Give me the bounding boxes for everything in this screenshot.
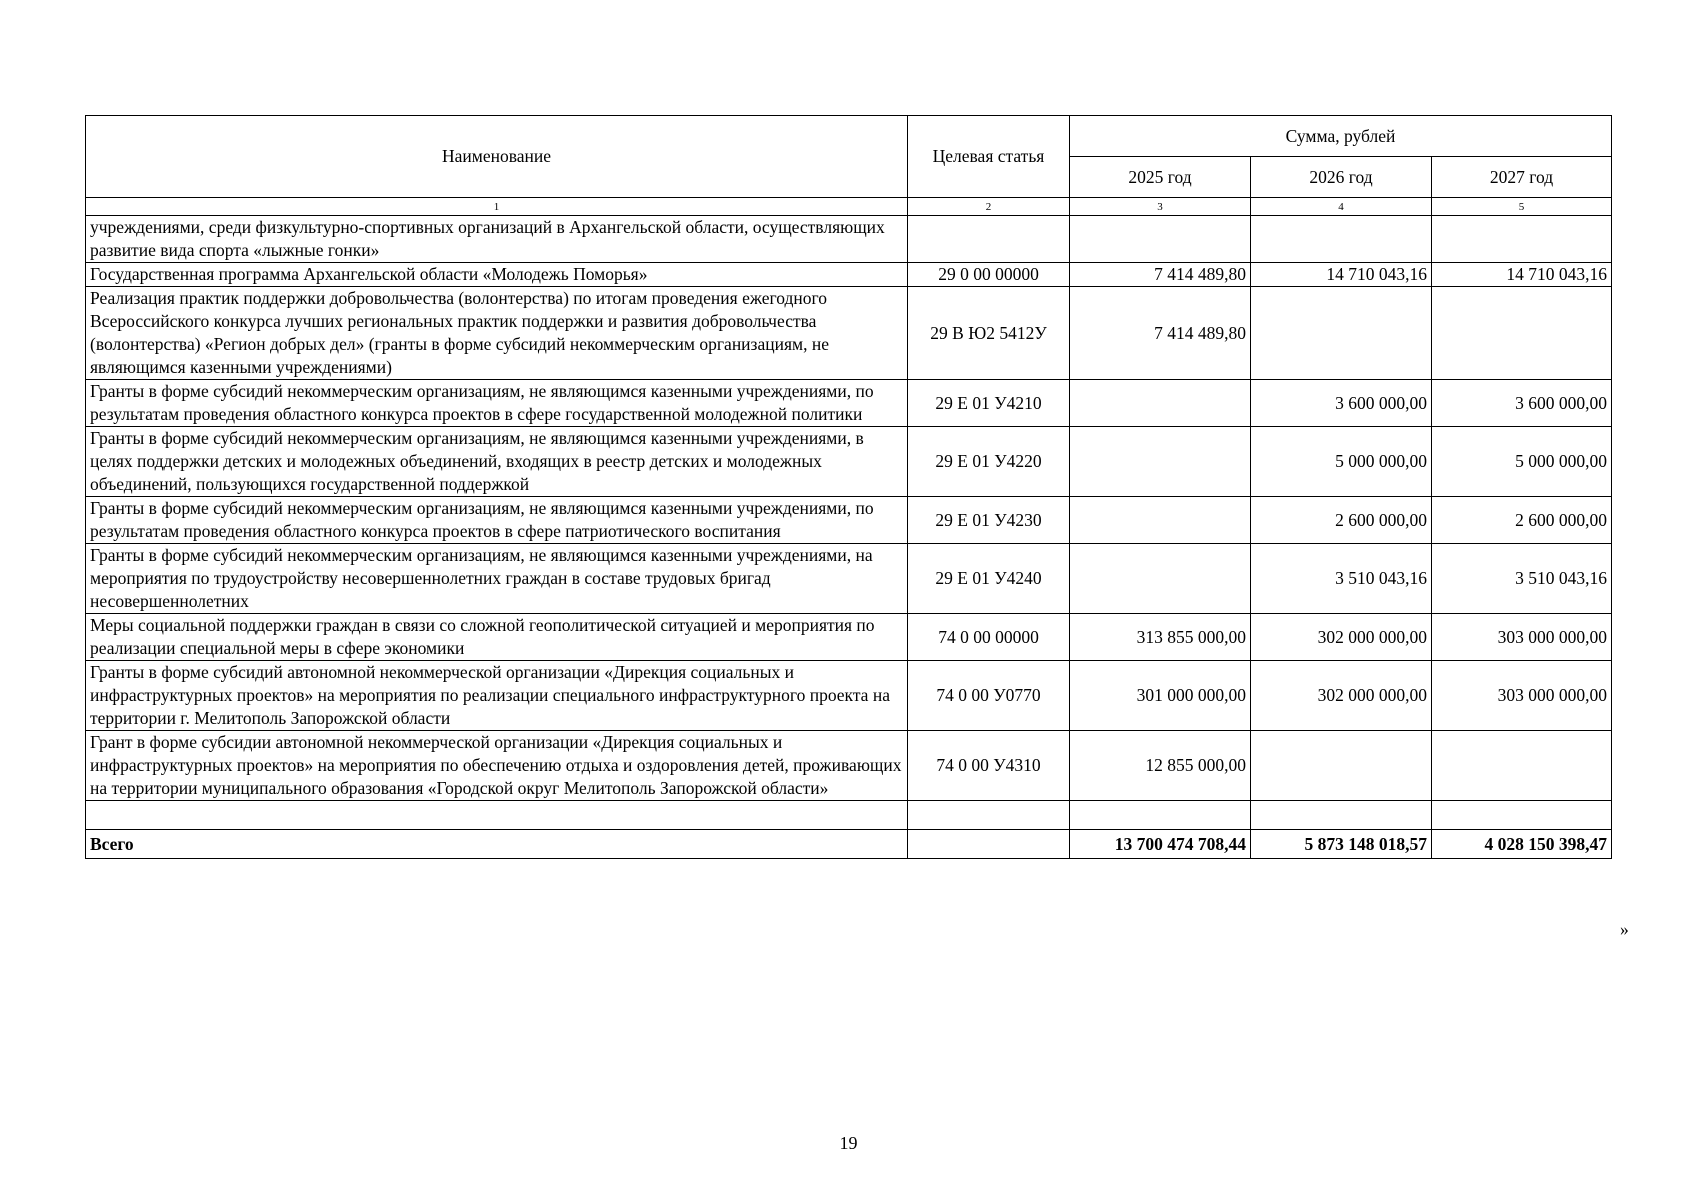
header-target-article: Целевая статья bbox=[908, 116, 1070, 198]
table-row bbox=[86, 287, 1612, 380]
row-amount-2026: 3 600 000,00 bbox=[1251, 380, 1432, 427]
header-year-2025: 2025 год bbox=[1070, 157, 1251, 198]
row-code: 74 0 00 00000 bbox=[908, 614, 1070, 661]
table-row bbox=[86, 427, 1612, 497]
column-number: 3 bbox=[1070, 198, 1251, 216]
row-name: Гранты в форме субсидий некоммерческим организациям, не являющимся казенными учреждениями, по результатам проведения областного конкурса проектов в сфере государственной молодежной политики bbox=[86, 380, 908, 427]
row-name: Реализация практик поддержки добровольчества (волонтерства) по итогам проведения ежегодного Всероссийского конкурса лучших региональных практик поддержки и развития добровольчества (волонтерства) «Регион добрых дел» (гранты в форме субсидий некоммерческим организациям, не являющимся казенными учреждениями) bbox=[86, 287, 908, 380]
total-label: Всего bbox=[86, 830, 908, 859]
row-name: Государственная программа Архангельской области «Молодежь Поморья» bbox=[86, 263, 908, 287]
row-amount-2027 bbox=[1432, 216, 1612, 263]
row-amount-2026 bbox=[1251, 801, 1432, 830]
total-amount-2027: 4 028 150 398,47 bbox=[1432, 830, 1612, 859]
row-name: Гранты в форме субсидий некоммерческим организациям, не являющимся казенными учреждениями, на мероприятия по трудоустройству несовершеннолетних граждан в составе трудовых бригад несовершеннолетних bbox=[86, 544, 908, 614]
table-row bbox=[86, 661, 1612, 731]
row-code: 74 0 00 У4310 bbox=[908, 731, 1070, 801]
page-number: 19 bbox=[839, 1133, 858, 1153]
header-name: Наименование bbox=[86, 116, 908, 198]
row-amount-2027: 14 710 043,16 bbox=[1432, 263, 1612, 287]
table-row bbox=[86, 497, 1612, 544]
header-year-2027: 2027 год bbox=[1432, 157, 1612, 198]
row-name: Гранты в форме субсидий автономной некоммерческой организации «Дирекция социальных и инфраструктурных проектов» на мероприятия по реализации специального инфраструктурного проекта на территории г. Мелитополь Запорожской области bbox=[86, 661, 908, 731]
closing-quote-mark: » bbox=[1620, 919, 1629, 939]
total-code bbox=[908, 830, 1070, 859]
row-amount-2025: 313 855 000,00 bbox=[1070, 614, 1251, 661]
row-amount-2027 bbox=[1432, 801, 1612, 830]
table-row-empty bbox=[86, 801, 1612, 830]
row-amount-2025 bbox=[1070, 216, 1251, 263]
table-row bbox=[86, 263, 1612, 287]
row-code: 29 Е 01 У4240 bbox=[908, 544, 1070, 614]
row-amount-2026 bbox=[1251, 287, 1432, 380]
row-name: Гранты в форме субсидий некоммерческим организациям, не являющимся казенными учреждениями, в целях поддержки детских и молодежных объединений, входящих в реестр детских и молодежных объединений, пользующихся государственной поддержкой bbox=[86, 427, 908, 497]
column-number: 1 bbox=[86, 198, 908, 216]
row-amount-2025 bbox=[1070, 497, 1251, 544]
table-header bbox=[86, 116, 1612, 216]
row-code: 29 0 00 00000 bbox=[908, 263, 1070, 287]
row-code: 29 Е 01 У4220 bbox=[908, 427, 1070, 497]
row-amount-2026 bbox=[1251, 731, 1432, 801]
row-amount-2027: 2 600 000,00 bbox=[1432, 497, 1612, 544]
row-amount-2026: 5 000 000,00 bbox=[1251, 427, 1432, 497]
total-row bbox=[86, 830, 1612, 859]
row-code: 29 Е 01 У4230 bbox=[908, 497, 1070, 544]
table-row bbox=[86, 731, 1612, 801]
row-name: Грант в форме субсидии автономной некоммерческой организации «Дирекция социальных и инфраструктурных проектов» на мероприятия по обеспечению отдыха и оздоровления детей, проживающих на территории муниципального образования «Городской округ Мелитополь Запорожской области» bbox=[86, 731, 908, 801]
row-code: 29 В Ю2 5412У bbox=[908, 287, 1070, 380]
row-amount-2027 bbox=[1432, 287, 1612, 380]
row-amount-2027 bbox=[1432, 731, 1612, 801]
row-amount-2025: 7 414 489,80 bbox=[1070, 263, 1251, 287]
row-amount-2025: 301 000 000,00 bbox=[1070, 661, 1251, 731]
column-number: 2 bbox=[908, 198, 1070, 216]
row-amount-2026: 14 710 043,16 bbox=[1251, 263, 1432, 287]
row-amount-2027: 3 510 043,16 bbox=[1432, 544, 1612, 614]
row-name: Гранты в форме субсидий некоммерческим организациям, не являющимся казенными учреждениями, по результатам проведения областного конкурса проектов в сфере патриотического воспитания bbox=[86, 497, 908, 544]
row-code bbox=[908, 801, 1070, 830]
column-number: 5 bbox=[1432, 198, 1612, 216]
table-row bbox=[86, 544, 1612, 614]
table-row bbox=[86, 380, 1612, 427]
row-amount-2027: 303 000 000,00 bbox=[1432, 661, 1612, 731]
row-amount-2026: 3 510 043,16 bbox=[1251, 544, 1432, 614]
row-amount-2027: 5 000 000,00 bbox=[1432, 427, 1612, 497]
row-code: 74 0 00 У0770 bbox=[908, 661, 1070, 731]
budget-table bbox=[85, 115, 1612, 859]
column-number-row bbox=[86, 198, 1612, 216]
row-name: Меры социальной поддержки граждан в связи со сложной геополитической ситуацией и мероприятия по реализации специальной меры в сфере экономики bbox=[86, 614, 908, 661]
row-amount-2025 bbox=[1070, 427, 1251, 497]
row-amount-2025: 7 414 489,80 bbox=[1070, 287, 1251, 380]
total-amount-2025: 13 700 474 708,44 bbox=[1070, 830, 1251, 859]
row-name: учреждениями, среди физкультурно-спортивных организаций в Архангельской области, осуществляющих развитие вида спорта «лыжные гонки» bbox=[86, 216, 908, 263]
column-number: 4 bbox=[1251, 198, 1432, 216]
table-body bbox=[86, 216, 1612, 859]
row-amount-2025 bbox=[1070, 380, 1251, 427]
row-amount-2025 bbox=[1070, 801, 1251, 830]
row-amount-2025: 12 855 000,00 bbox=[1070, 731, 1251, 801]
row-amount-2026 bbox=[1251, 216, 1432, 263]
row-name bbox=[86, 801, 908, 830]
header-year-2026: 2026 год bbox=[1251, 157, 1432, 198]
total-amount-2026: 5 873 148 018,57 bbox=[1251, 830, 1432, 859]
row-amount-2025 bbox=[1070, 544, 1251, 614]
header-amount-group: Сумма, рублей bbox=[1070, 116, 1612, 157]
row-amount-2026: 302 000 000,00 bbox=[1251, 661, 1432, 731]
row-amount-2027: 3 600 000,00 bbox=[1432, 380, 1612, 427]
row-code bbox=[908, 216, 1070, 263]
row-amount-2027: 303 000 000,00 bbox=[1432, 614, 1612, 661]
table-row bbox=[86, 614, 1612, 661]
row-code: 29 Е 01 У4210 bbox=[908, 380, 1070, 427]
table-row bbox=[86, 216, 1612, 263]
row-amount-2026: 2 600 000,00 bbox=[1251, 497, 1432, 544]
row-amount-2026: 302 000 000,00 bbox=[1251, 614, 1432, 661]
